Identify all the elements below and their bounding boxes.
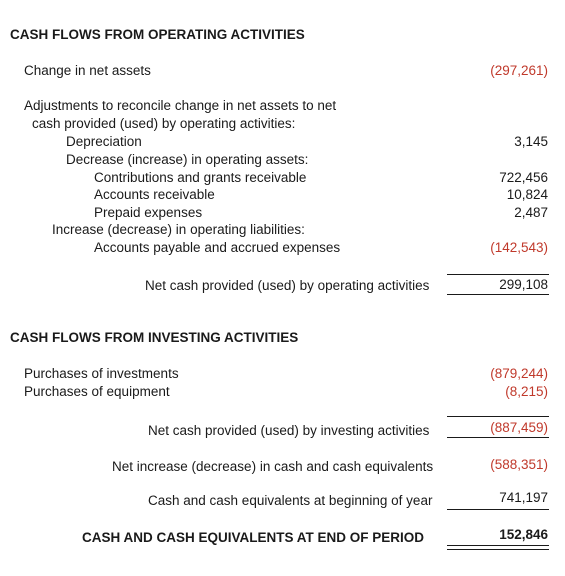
prepaid-expenses-value: 2,487 bbox=[514, 205, 548, 220]
beginning-cash-bottom-rule bbox=[447, 509, 549, 510]
contributions-value: 722,456 bbox=[499, 170, 548, 185]
ending-cash-value: 152,846 bbox=[499, 527, 548, 542]
net-cash-operating-value: 299,108 bbox=[499, 277, 548, 292]
adjustments-label-line-1: Adjustments to reconcile change in net assets to net bbox=[24, 98, 337, 113]
operating-section-header: CASH FLOWS FROM OPERATING ACTIVITIES bbox=[10, 27, 305, 42]
increase-operating-liabilities-label: Increase (decrease) in operating liabilities: bbox=[52, 222, 305, 237]
net-increase-label: Net increase (decrease) in cash and cash equivalents bbox=[112, 459, 434, 474]
change-in-net-assets-value: (297,261) bbox=[490, 63, 548, 78]
accounts-receivable-value: 10,824 bbox=[506, 187, 548, 202]
net-cash-investing-bottom-rule bbox=[447, 437, 549, 438]
net-increase-value: (588,351) bbox=[490, 457, 548, 472]
accounts-receivable-label: Accounts receivable bbox=[94, 187, 215, 202]
purchases-investments-label: Purchases of investments bbox=[24, 366, 179, 381]
net-cash-investing-label: Net cash provided (used) by investing activities bbox=[148, 423, 430, 438]
decrease-operating-assets-label: Decrease (increase) in operating assets: bbox=[66, 152, 309, 167]
net-cash-operating-bottom-rule bbox=[447, 294, 549, 295]
ending-cash-double-rule bbox=[447, 545, 549, 550]
depreciation-value: 3,145 bbox=[514, 134, 548, 149]
beginning-cash-value: 741,197 bbox=[499, 490, 548, 505]
accounts-payable-value: (142,543) bbox=[490, 240, 548, 255]
investing-section-header: CASH FLOWS FROM INVESTING ACTIVITIES bbox=[10, 330, 299, 345]
net-cash-investing-top-rule bbox=[447, 416, 549, 417]
change-in-net-assets-label: Change in net assets bbox=[24, 63, 151, 78]
purchases-equipment-label: Purchases of equipment bbox=[24, 384, 170, 399]
purchases-investments-value: (879,244) bbox=[490, 366, 548, 381]
prepaid-expenses-label: Prepaid expenses bbox=[94, 205, 203, 220]
net-cash-investing-value: (887,459) bbox=[490, 420, 548, 435]
depreciation-label: Depreciation bbox=[66, 134, 142, 149]
adjustments-label-line-2: cash provided (used) by operating activities: bbox=[32, 116, 296, 131]
net-cash-operating-label: Net cash provided (used) by operating activities bbox=[145, 278, 430, 293]
net-cash-operating-top-rule bbox=[447, 274, 549, 275]
beginning-cash-label: Cash and cash equivalents at beginning of year bbox=[148, 493, 433, 508]
ending-cash-label: CASH AND CASH EQUIVALENTS AT END OF PERIOD bbox=[82, 530, 425, 545]
purchases-equipment-value: (8,215) bbox=[505, 384, 548, 399]
accounts-payable-label: Accounts payable and accrued expenses bbox=[94, 240, 341, 255]
contributions-label: Contributions and grants receivable bbox=[94, 170, 307, 185]
